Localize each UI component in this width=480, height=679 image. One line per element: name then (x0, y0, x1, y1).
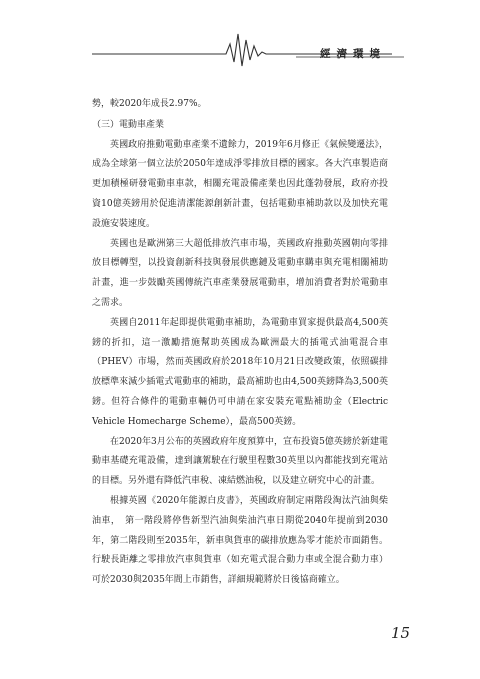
paragraph: 在2020年3月公布的英國政府年度預算中，宣布投資5億英鎊於新建電動車基礎充電設備，達到讓駕駛在行駛里程數30英里以內都能找到充電站的目標。另外還有降低汽車稅、凍結燃油稅，以及建立研究中心的計畫。 (92, 436, 388, 487)
body-text (92, 95, 388, 591)
paragraph: 英國自2011年起即提供電動車補助，為電動車買家提供最高4,500英鎊的折扣，這一激勵措施幫助英國成為歐洲最大的插電式油電混合車（PHEV）市場，然而英國政府於2018年10月21日改變政策，依照碳排放標準來減少插電式電動車的補助，最高補助也由4,500英鎊降為3,500英鎊。但符合條件的電動車輛仍可申請在家安裝充電點補助金（Electric Vehicle Homecharge Scheme），最高500英鎊。 (92, 317, 388, 427)
section-title: 經濟環境 (320, 48, 386, 60)
paragraph: 英國也是歐洲第三大超低排放汽車市場，英國政府推動英國朝向零排放目標轉型，以投資創新科技與發展供應鏈及電動車購車與充電相關補助計畫，進一步鼓勵英國傳統汽車產業發展電動車，增加消費者對於電動車之需求。 (92, 238, 388, 308)
paragraph: 根據英國《2020年能源白皮書》，英國政府制定兩階段淘汰汽油與柴油車， 第一階段將停售新型汽油與柴油汽車日期從2040年提前到2030年，第二階段則至2035年，新車與貨車的碳排放應為零才能於市面銷售。行駛長距離之零排放汽車與貨車（如充電式混合動力車或全混合動力車）可於2030與2035年間上市銷售，詳細規範將於日後協商確立。 (92, 495, 388, 586)
header-heartbeat-rule (0, 0, 480, 70)
paragraph: 英國政府推動電動車產業不遺餘力，2019年6月修正《氣候變遷法》，成為全球第一個立法於2050年達成淨零排放目標的國家。各大汽車製造商更加積極研發電動車車款，相關充電設備產業也因此蓬勃發展，政府亦投資10億英鎊用於促進清潔能源創新計畫，包括電動車補助款以及加快充電設施安裝速度。 (92, 139, 388, 229)
lead-text: 勢，較2020年成長2.97%。 (92, 99, 207, 109)
section-heading: （三）電動車產業 (92, 119, 165, 130)
page-number: 15 (391, 624, 411, 642)
